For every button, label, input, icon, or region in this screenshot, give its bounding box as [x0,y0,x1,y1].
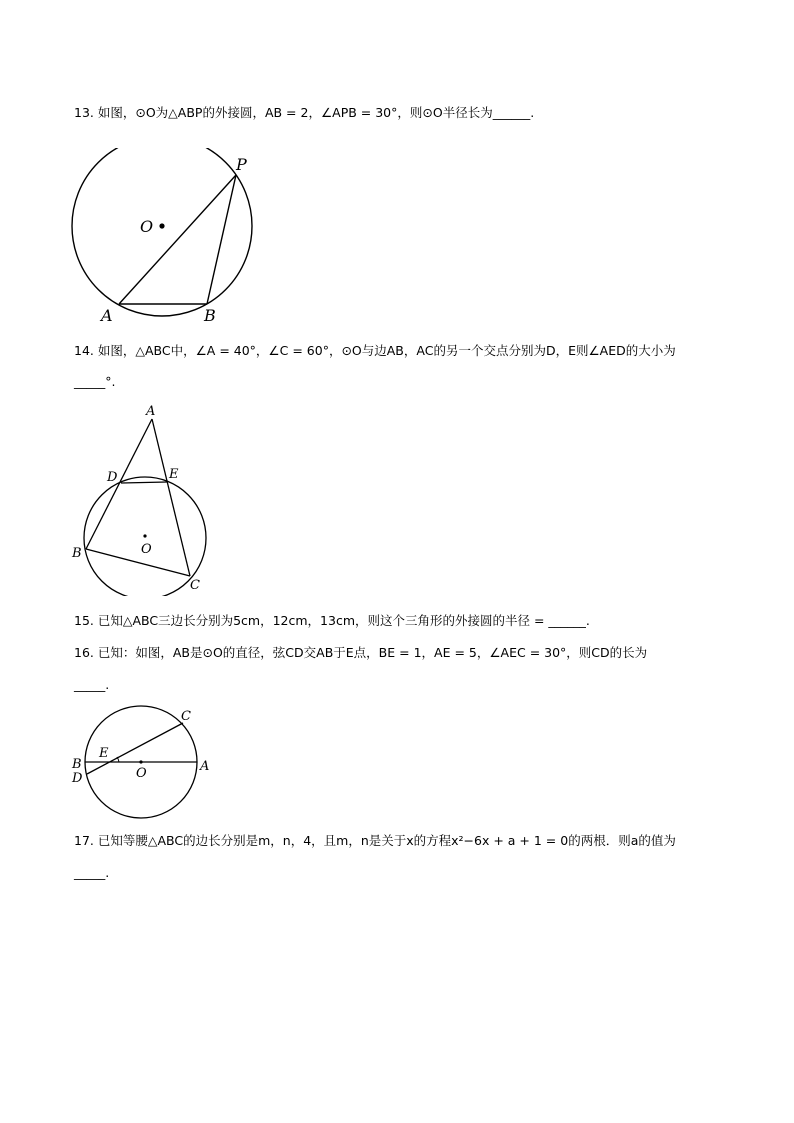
label-d: D [72,771,83,786]
center-o-dot [159,223,164,228]
question-15-text: 15. 已知△ABC三边长分别为5cm，12cm，13cm，则这个三角形的外接圆的半径 = ______. [74,613,590,628]
question-13-text: 13. 如图，⊙O为△ABP的外接圆，AB = 2，∠APB = 30°，则⊙O半径长为______. [74,105,535,120]
label-o: O [141,542,152,557]
question-16-text: 16. 已知：如图，AB是⊙O的直径，弦CD交AB于E点，BE = 1，AE = 5，∠AEC = 30°，则CD的长为 [74,645,648,660]
label-a: A [101,306,113,325]
question-14-text: 14. 如图，△ABC中，∠A = 40°，∠C = 60°，⊙O与边AB，AC的另一个交点分别为D，E则∠AED的大小为 [74,343,676,358]
label-c: C [190,578,200,593]
question-16-figure [68,705,218,820]
question-13-figure [64,148,264,328]
circumcircle-o [72,148,252,316]
segment-ac [152,419,190,576]
label-c: C [181,709,191,724]
label-o: O [140,217,154,236]
question-14-blank: _____°. [74,374,116,389]
question-17-text: 17. 已知等腰△ABC的边长分别是m，n，4，且m，n是关于x的方程x²−6x + a + 1 = 0的两根．则a的值为 [74,833,676,848]
label-e: E [99,746,109,761]
segment-de [121,482,167,483]
label-p: P [236,155,247,174]
center-o-dot [139,760,142,763]
label-a: A [200,759,210,774]
label-a: A [146,404,156,419]
question-14-figure [68,400,218,596]
center-o-dot [143,534,146,537]
question-16-blank: _____. [74,677,110,692]
label-b: B [72,546,82,561]
label-d: D [107,470,118,485]
label-b: B [72,757,82,772]
question-17-blank: _____. [74,865,110,880]
segment-bc [86,549,190,576]
segment-ab [86,419,152,549]
label-e: E [169,467,179,482]
label-b: B [204,306,216,325]
segment-pa [119,175,236,304]
label-o: O [136,766,147,781]
segment-pb [207,175,236,304]
